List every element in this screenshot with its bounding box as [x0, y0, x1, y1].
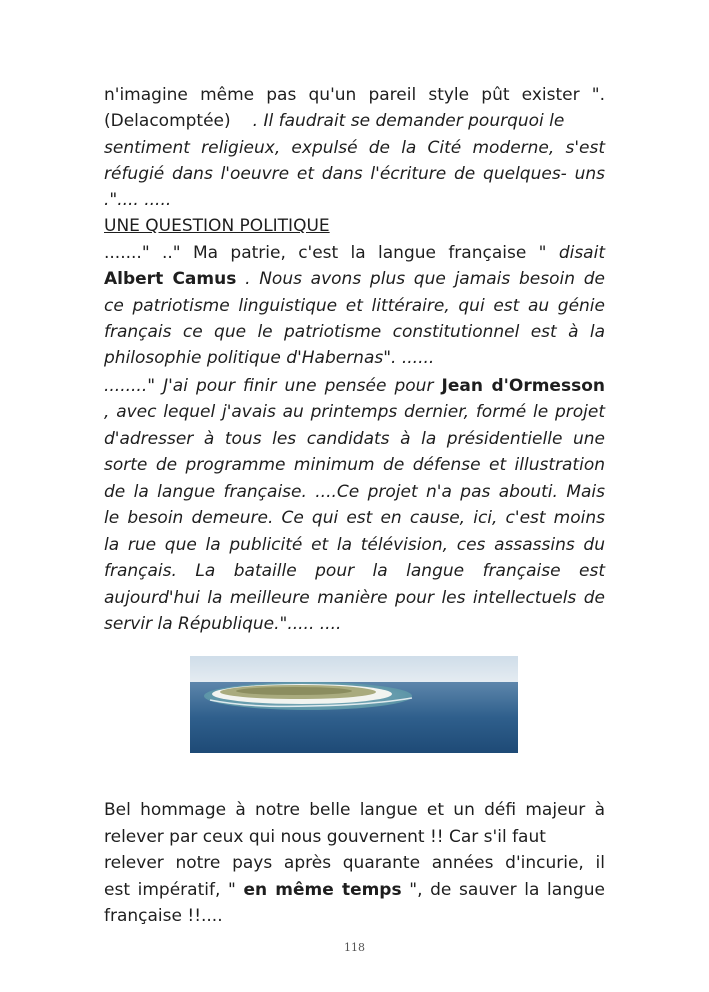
quote2-line-8: français. La bataille pour la langue française est — [104, 561, 605, 581]
quote1-line-4: français ce que le patriotisme constitutionnel est à la — [104, 322, 605, 342]
quote2-line-7: la rue que la publicité et la télévision, ces assassins du — [104, 535, 605, 555]
author-name-camus: Albert Camus — [104, 269, 237, 289]
closing-line-2: relever par ceux qui nous gouvernent !! Car s'il faut — [104, 827, 546, 847]
closing-line-3: relever notre pays après quarante années d'incurie, il — [104, 853, 605, 873]
quote1-line-5: philosophie politique d'Habernas". ...... — [104, 348, 435, 368]
emphasis-en-meme-temps: en même temps — [243, 880, 402, 900]
quote2-line-2: , avec lequel j'avais au printemps dernier, formé le projet — [104, 402, 605, 422]
quote2-line-5: de la langue française. ....Ce projet n'a pas abouti. Mais — [104, 482, 605, 502]
quote2-line-3: d'adresser à tous les candidats à la présidentielle une — [104, 429, 605, 449]
quote1-line-1: ......." .." Ma patrie, c'est la langue française " disait — [104, 243, 605, 263]
closing-line-4: est impératif, " en même temps ", de sauver la langue — [104, 880, 605, 900]
author-name-ormesson: Jean d'Ormesson — [441, 376, 605, 396]
quote2-line-10: servir la République."..... .... — [104, 614, 342, 634]
intro-line-2: (Delacomptée) . Il faudrait se demander pourquoi le — [104, 111, 565, 131]
quote1-line-2: Albert Camus . Nous avons plus que jamais besoin de — [104, 269, 605, 289]
quote2-line-1: ........" J'ai pour finir une pensée pour Jean d'Ormesson — [104, 376, 605, 396]
closing-line-5: française !!.... — [104, 906, 223, 926]
island-photo-icon — [190, 656, 518, 753]
intro-line-4: réfugié dans l'oeuvre et dans l'écriture de quelques- uns — [104, 164, 605, 184]
section-heading: UNE QUESTION POLITIQUE — [104, 216, 330, 236]
island-aerial-photo — [190, 656, 518, 753]
intro-line-5: .".... ..... — [104, 190, 172, 210]
intro-line-1: n'imagine même pas qu'un pareil style pût exister ". — [104, 85, 605, 105]
quote2-line-4: sorte de programme minimum de défense et illustration — [104, 455, 605, 475]
quote2-line-9: aujourd'hui la meilleure manière pour les intellectuels de — [104, 588, 605, 608]
intro-author-citation: (Delacomptée) — [104, 111, 231, 131]
intro-line-3: sentiment religieux, expulsé de la Cité moderne, s'est — [104, 138, 605, 158]
quote2-line-6: le besoin demeure. Ce qui est en cause, ici, c'est moins — [104, 508, 605, 528]
closing-line-1: Bel hommage à notre belle langue et un défi majeur à — [104, 800, 605, 820]
page-number: 118 — [344, 941, 365, 954]
quote1-line-3: ce patriotisme linguistique et littéraire, qui est au génie — [104, 296, 605, 316]
